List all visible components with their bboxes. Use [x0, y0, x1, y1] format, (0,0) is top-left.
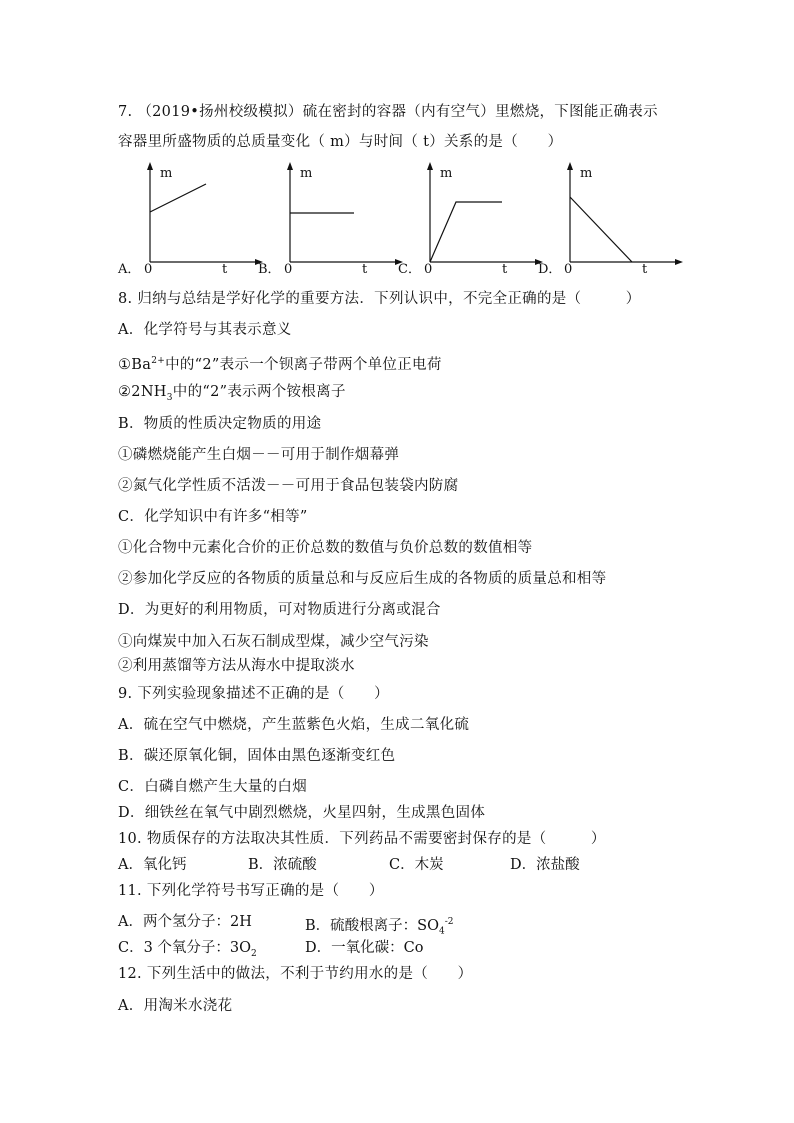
chart-a-series-line	[150, 184, 206, 212]
q8-option-c-item1: ①化合物中元素化合价的正价总数的数值与负价总数的数值相等	[118, 540, 533, 556]
q11-c-sub: 2	[251, 948, 257, 959]
q8-option-d-title: D．为更好的利用物质，可对物质进行分离或混合	[118, 602, 441, 618]
chart-d-y-arrow	[567, 162, 573, 170]
q10-option-b: B．浓硫酸	[248, 857, 317, 873]
q11-stem: 11. 下列化学符号书写正确的是（ ）	[118, 883, 384, 899]
q10-option-a: A．氧化钙	[118, 857, 187, 873]
chart-b-option-label: B．	[258, 262, 281, 277]
q8-a2-sub: 3	[166, 392, 173, 403]
chart-d-x-arrow	[675, 259, 683, 265]
q7-stem-line1: 7. （2019•扬州校级模拟）硫在密封的容器（内有空气）里燃烧，下图能正确表示	[118, 104, 658, 120]
q11-b-pre: B．硫酸根离子：SO	[305, 917, 439, 934]
q8-option-a-item1	[118, 351, 442, 375]
chart-option-b	[258, 162, 403, 282]
q8-a2-post: 中的“2”表示两个铵根离子	[172, 384, 346, 400]
q9-option-a: A．硫在空气中燃烧，产生蓝紫色火焰，生成二氧化硫	[118, 717, 470, 733]
chart-d-ylabel: m	[580, 166, 593, 181]
chart-a-xlabel: t	[222, 262, 228, 277]
q8-option-b-item1: ①磷燃烧能产生白烟－－可用于制作烟幕弹	[118, 447, 400, 463]
chart-a-y-arrow	[147, 162, 153, 170]
chart-a-ylabel: m	[160, 166, 173, 181]
chart-b-y-arrow	[287, 162, 293, 170]
q10-option-d: D．浓盐酸	[510, 857, 580, 873]
chart-option-c	[398, 162, 543, 282]
chart-c-origin: 0	[424, 262, 433, 277]
q8-option-c-item2: ②参加化学反应的各物质的质量总和与反应后生成的各物质的质量总和相等	[118, 571, 607, 587]
chart-option-a	[118, 162, 263, 282]
q8-option-d-item1: ①向煤炭中加入石灰石制成型煤，减少空气污染	[118, 634, 429, 650]
q8-option-a-item2	[118, 382, 346, 408]
q11-option-c	[118, 938, 257, 964]
q8-option-b-item2: ②氮气化学性质不活泼－－可用于食品包装袋内防腐	[118, 478, 459, 494]
q8-option-a-title: A．化学符号与其表示意义	[118, 322, 292, 338]
chart-c-option-label: C．	[398, 262, 421, 277]
q10-stem: 10. 物质保存的方法取决其性质．下列药品不需要密封保存的是（ ）	[118, 831, 606, 847]
q8-stem: 8. 归纳与总结是学好化学的重要方法．下列认识中，不完全正确的是（ ）	[118, 291, 641, 307]
q8-option-d-item2: ②利用蒸馏等方法从海水中提取淡水	[118, 658, 355, 674]
q10-option-c: C．木炭	[389, 857, 444, 873]
chart-c-y-arrow	[427, 162, 433, 170]
chart-d-option-label: D．	[538, 262, 562, 277]
chart-c-ylabel: m	[440, 166, 453, 181]
q8-a2-pre: ②2NH	[118, 384, 167, 400]
q7-stem-line2: 容器里所盛物质的总质量变化（ m）与时间（ t）关系的是（ ）	[118, 134, 563, 150]
chart-option-d	[538, 162, 683, 282]
q8-a1-pre: ①Ba	[118, 356, 152, 373]
chart-b-ylabel: m	[300, 166, 313, 181]
q8-a1-sup: 2+	[151, 356, 166, 366]
q9-option-b: B．碳还原氧化铜，固体由黑色逐渐变红色	[118, 748, 396, 764]
chart-b-xlabel: t	[362, 262, 368, 277]
q11-option-a: A．两个氢分子：2H	[118, 914, 252, 930]
q9-option-c: C．白磷自燃产生大量的白烟	[118, 779, 307, 795]
q9-stem: 9. 下列实验现象描述不正确的是（ ）	[118, 686, 389, 702]
chart-a-origin: 0	[144, 262, 153, 277]
chart-c-xlabel: t	[502, 262, 508, 277]
chart-a-option-label: A．	[118, 262, 141, 277]
chart-b-origin: 0	[284, 262, 293, 277]
q12-option-a: A．用淘米水浇花	[118, 998, 233, 1014]
chart-c-series-line	[430, 202, 502, 262]
chart-d-series-line	[570, 197, 632, 262]
q8-option-b-title: B．物质的性质决定物质的用途	[118, 416, 322, 432]
q9-option-d: D．细铁丝在氧气中剧烈燃烧，火星四射，生成黑色固体	[118, 805, 486, 821]
q8-option-c-title: C．化学知识中有许多“相等”	[118, 509, 308, 525]
chart-d-origin: 0	[564, 262, 573, 277]
q11-option-d: D．一氧化碳：Co	[305, 940, 424, 956]
q12-stem: 12. 下列生活中的做法，不利于节约用水的是（ ）	[118, 966, 473, 982]
q11-b-sup: -2	[444, 917, 454, 927]
q8-a1-post: 中的“2”表示一个钡离子带两个单位正电荷	[165, 356, 442, 373]
chart-a-svg	[118, 162, 268, 282]
chart-d-xlabel: t	[642, 262, 648, 277]
q11-b-sub: 4	[438, 926, 445, 937]
q11-c-pre: C．3 个氧分子：3O	[118, 940, 252, 956]
